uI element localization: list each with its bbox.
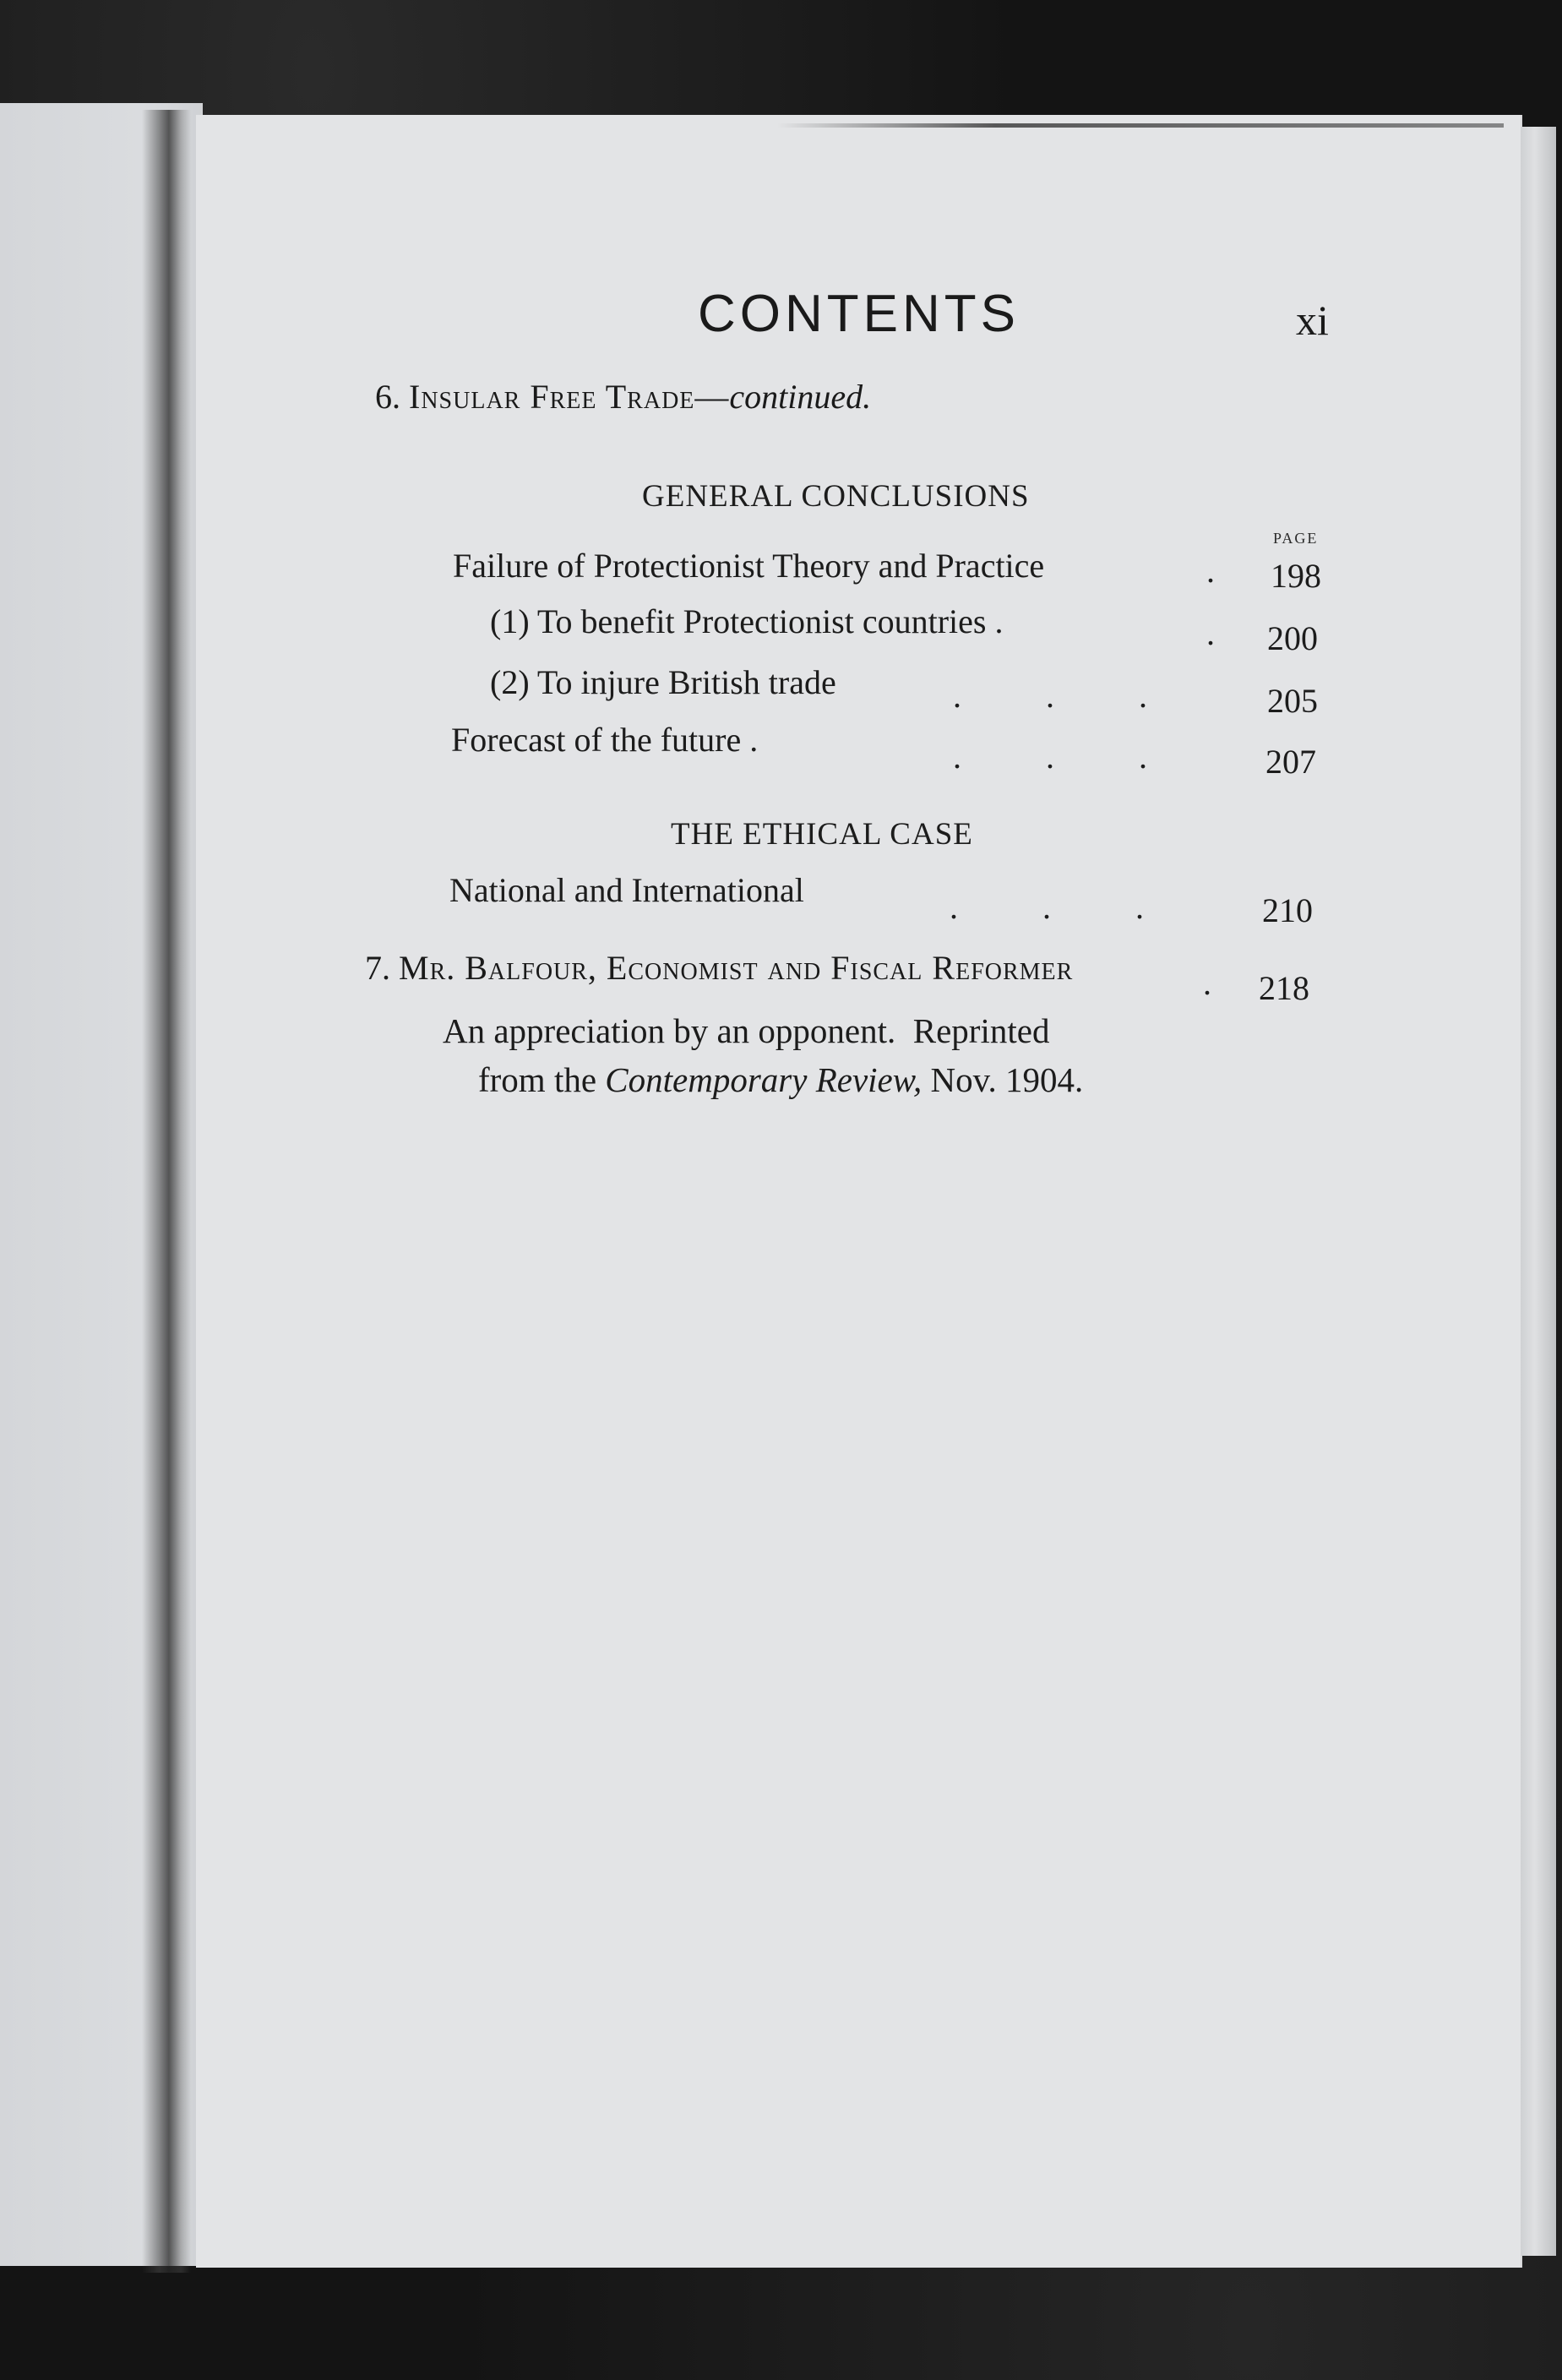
- toc-leader: . . .: [953, 738, 1147, 776]
- toc-page-number: 210: [1262, 891, 1313, 929]
- book-gutter: [142, 110, 191, 2273]
- note-text: from the: [478, 1060, 606, 1099]
- page-top-edge: [777, 123, 1504, 128]
- continued-label: continued.: [729, 378, 872, 416]
- toc-entry-title: Forecast of the future .: [451, 721, 759, 759]
- toc-leader: . . .: [953, 677, 1147, 715]
- toc-entry-title: (1) To benefit Protectionist countries .: [490, 602, 1004, 640]
- toc-leader: .: [1203, 964, 1211, 1002]
- chapter-number: 6.: [375, 378, 400, 416]
- page-edge: [1521, 127, 1556, 2256]
- chapter-note-line: [478, 1059, 1083, 1100]
- section-heading-general-conclusions: GENERAL CONCLUSIONS: [642, 479, 1030, 514]
- chapter-6-heading: [375, 377, 871, 417]
- toc-entry-title: National and International: [449, 871, 804, 909]
- toc-leader: . . .: [950, 888, 1144, 926]
- section-heading-ethical-case: THE ETHICAL CASE: [671, 817, 973, 852]
- note-date: Nov. 1904.: [922, 1060, 1084, 1099]
- chapter-title: Mr. Balfour, Economist and Fiscal Reformer: [399, 949, 1074, 987]
- toc-page-number: 207: [1265, 743, 1316, 781]
- book-page: [196, 115, 1521, 2268]
- toc-page-number: 198: [1271, 557, 1321, 595]
- toc-entry-title: (2) To injure British trade: [490, 663, 836, 701]
- chapter-number: 7.: [365, 949, 390, 987]
- running-title: CONTENTS: [698, 285, 1020, 343]
- page-column-label: PAGE: [1273, 530, 1319, 547]
- toc-entry-title: Failure of Protectionist Theory and Practice: [453, 547, 1045, 585]
- chapter-7-heading: [365, 948, 1073, 988]
- toc-leader: .: [1206, 614, 1215, 652]
- toc-leader: .: [1206, 552, 1215, 590]
- chapter-note-line: An appreciation by an opponent. Reprinted: [443, 1011, 1050, 1050]
- toc-page-number: 200: [1267, 619, 1318, 657]
- journal-title: Contemporary Review,: [605, 1060, 923, 1099]
- chapter-title: Insular Free Trade—: [409, 378, 730, 416]
- toc-page-number: 218: [1259, 969, 1309, 1007]
- toc-page-number: 205: [1267, 682, 1318, 720]
- page-number: xi: [1296, 297, 1329, 344]
